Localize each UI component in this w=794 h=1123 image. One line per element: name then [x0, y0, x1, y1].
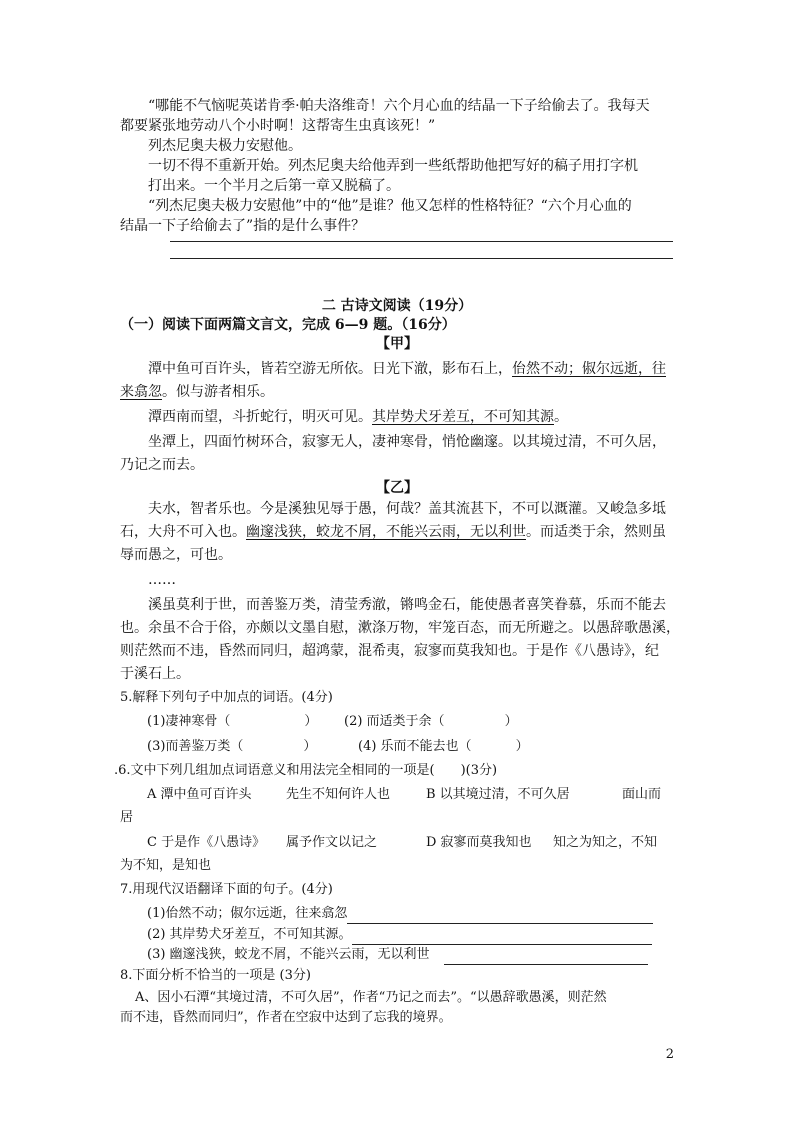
answer-line[interactable]	[170, 258, 673, 259]
question-6-stem: .6.文中下列几组加点词语意义和用法完全相同的一项是( )(3分)	[114, 763, 498, 778]
passage-line: 列杰尼奥夫极力安慰他。	[148, 138, 302, 154]
q7-sentence-2: (2) 其岸势犬牙差互，不可知其源。	[147, 925, 674, 945]
answer-line[interactable]	[170, 241, 673, 242]
question-line: “列杰尼奥夫极力安慰他”中的“他”是谁？他又怎样的性格特征？“六个月心血的	[148, 198, 632, 214]
q8-option-a: A、因小石潭“其境过清，不可久居”，作者“乃记之而去”。“以愚辞歌愚溪，则茫然	[135, 990, 607, 1005]
q5-item-3: (3)而善鉴万类（ ）	[147, 739, 317, 754]
q6-option-c: C 于是作《八愚诗》	[147, 835, 266, 850]
q5-item-2: (2) 而适类于余（ ）	[344, 714, 518, 729]
q6-option-b: B 以其境过清，不可久居	[426, 787, 570, 802]
text-label-jia: 【甲】	[376, 336, 418, 352]
text-label-yi: 【乙】	[376, 480, 418, 496]
question-8-stem: 8.下面分析不恰当的一项是 (3分)	[120, 968, 311, 983]
q6-option-a: A 潭中鱼可百许头	[147, 787, 252, 802]
yi-paragraph-1: 夫水，智者乐也。今是溪独见辱于愚，何哉？盖其流甚下，不可以溉灌。又峻急多坻	[148, 501, 666, 517]
q6-option-d: D 寂寥而莫我知也	[426, 835, 532, 850]
yi-paragraph-1-cont: 石，大舟不可入也。幽邃浅狭，蛟龙不屑，不能兴云雨，无以利世。而适类于余，然则虽	[120, 524, 666, 540]
q7-sentence-1: (1)佁然不动；俶尔远逝，往来翕忽	[147, 904, 674, 924]
yi-paragraph-2-cont: 则茫然而不违，昏然而同归，超鸿蒙，混希夷，寂寥而莫我知也。于是作《八愚诗》，纪	[120, 643, 659, 659]
ellipsis: ……	[148, 572, 176, 588]
q6-option-b-2: 面山而	[622, 787, 662, 802]
q5-item-1: (1)凄神寒骨（ ）	[147, 714, 318, 729]
jia-paragraph-3: 坐潭上，四面竹树环合，寂寥无人，凄神寒骨，悄怆幽邃。以其境过清，不可久居，	[148, 434, 666, 450]
question-line: 结晶一下子给偷去了”指的是什么事件？	[120, 218, 366, 234]
question-5-stem: 5.解释下列句子中加点的词语。(4分)	[120, 690, 333, 705]
question-7-stem: 7.用现代汉语翻译下面的句子。(4分)	[120, 882, 333, 897]
jia-paragraph-3-cont: 乃记之而去。	[120, 457, 204, 473]
passage-line: 打出来。一个半月之后第一章又脱稿了。	[148, 178, 400, 194]
yi-paragraph-2-cont: 于溪石上。	[120, 666, 190, 682]
q8-option-a-cont: 而不违，昏然而同归”，作者在空寂中达到了忘我的境界。	[120, 1010, 452, 1025]
q6-option-b-cont: 居	[120, 810, 134, 825]
q7-sentence-3: (3) 幽邃浅狭，蛟龙不屑，不能兴云雨，无以利世	[147, 945, 674, 965]
q6-option-c-2: 属予作文以记之	[286, 835, 378, 850]
section-subtitle: （一）阅读下面两篇文言文，完成 6—9 题。（16分）	[120, 317, 456, 333]
yi-paragraph-2-cont: 也。余虽不合于俗，亦颇以文墨自慰，漱涤万物，牢笼百态，而无所避之。以愚辞歌愚溪，	[120, 620, 680, 636]
q6-option-d-2: 知之为知之，不知	[553, 835, 658, 850]
yi-paragraph-1-cont: 辱而愚之，可也。	[120, 547, 232, 563]
page-number: 2	[665, 1047, 674, 1062]
passage-line: 都要紧张地劳动八个小时啊！这帮寄生虫真该死！”	[120, 118, 436, 134]
jia-paragraph-1: 潭中鱼可百许头，皆若空游无所依。日光下澈，影布石上，佁然不动；俶尔远逝，往	[148, 361, 666, 377]
passage-line: 一切不得不重新开始。列杰尼奥夫给他弄到一些纸帮助他把写好的稿子用打字机	[148, 158, 638, 174]
jia-paragraph-1-cont: 来翕忽。似与游者相乐。	[120, 384, 274, 400]
answer-blank[interactable]	[444, 964, 648, 965]
q5-item-4: (4) 乐而不能去也（ ）	[358, 739, 529, 754]
q6-option-d-cont: 为不知，是知也	[120, 858, 212, 873]
section-title: 二 古诗文阅读（19分）	[321, 298, 473, 314]
passage-line: “哪能不气恼呢英诺肯季·帕夫洛维奇！六个月心血的结晶一下子给偷去了。我每天	[148, 98, 650, 114]
q6-option-a-2: 先生不知何许人也	[286, 787, 391, 802]
jia-paragraph-2: 潭西南而望，斗折蛇行，明灭可见。其岸势犬牙差互，不可知其源。	[148, 409, 568, 425]
answer-blank[interactable]	[347, 923, 653, 924]
yi-paragraph-2: 溪虽莫利于世，而善鉴万类，清莹秀澈，锵鸣金石，能使愚者喜笑眷慕，乐而不能去	[148, 597, 666, 613]
